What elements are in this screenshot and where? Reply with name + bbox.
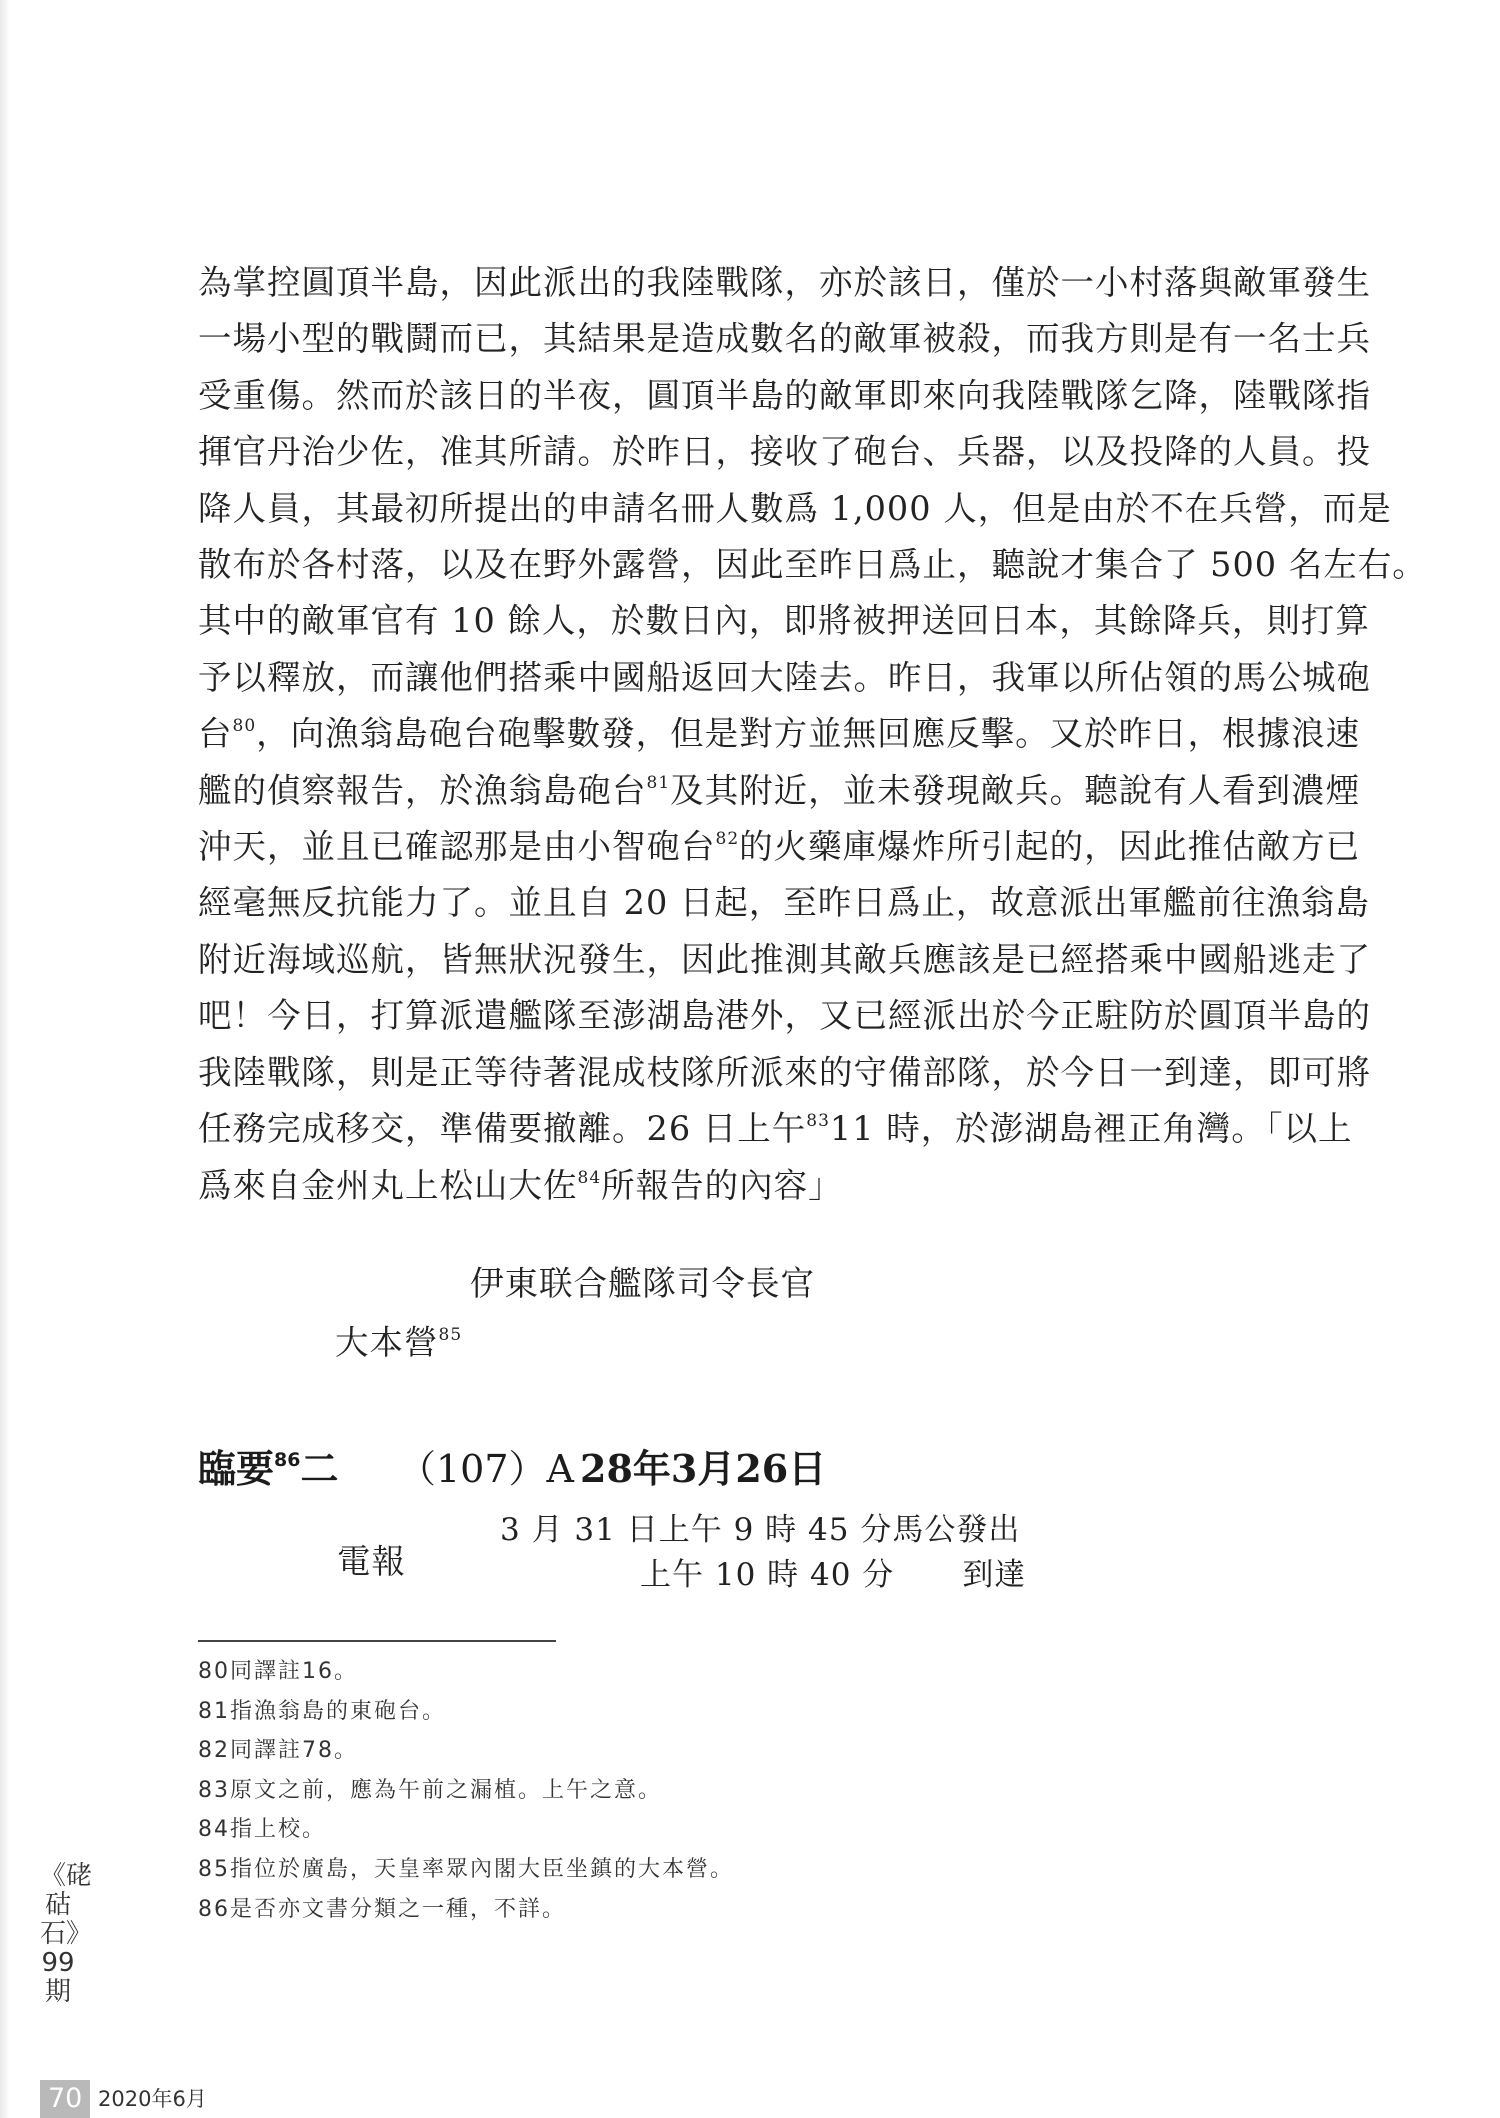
footnote-ref-82: 82 — [715, 829, 740, 850]
footnote-item: 83原文之前，應為午前之漏植。上午之意。 — [198, 1777, 662, 1803]
footnote-item: 84指上校。 — [198, 1817, 326, 1843]
body-line-text: 散布於各村落，以及在野外露營，因此至昨日爲止，聽說才集合了 500 名左右。 — [198, 545, 1427, 585]
body-line — [198, 819, 1361, 875]
received-label: 到達 — [962, 1557, 1027, 1593]
received-time: 上午 10 時 40 分 — [640, 1557, 895, 1593]
body-line-text: 一場小型的戰鬪而已，其結果是造成數名的敵軍被殺，而我方則是有一名士兵 — [198, 319, 1371, 359]
footnotes — [198, 1652, 734, 1929]
body-line-text: 任務完成移交，準備要撤離。26 日上午 — [198, 1109, 807, 1149]
body-line — [198, 255, 1371, 311]
telegram-sent: 3 月 31 日上午 9 時 45 分馬公發出 — [500, 1512, 1021, 1548]
body-line — [198, 1045, 1371, 1101]
body-line-text: 經毫無反抗能力了。並且自 20 日起，至昨日爲止，故意派出軍艦前往漁翁島 — [198, 883, 1370, 923]
body-line — [198, 1158, 1328, 1214]
body-line — [198, 1101, 1353, 1157]
body-line — [198, 875, 1370, 931]
signature-recipient — [335, 1315, 462, 1364]
footnote-item: 85指位於廣島，天皇率眾內閣大臣坐鎮的大本營。 — [198, 1856, 734, 1882]
footnote-ref-84: 84 — [577, 1167, 602, 1188]
body-line-text: 吧！今日，打算派遣艦隊至澎湖島港外，又已經派出於今正駐防於圓頂半島的 — [198, 996, 1371, 1036]
section-label-suffix: 二 — [300, 1447, 339, 1491]
page-edge-shadow — [0, 0, 10, 2118]
body-line-text-after: 的火藥庫爆炸所引起的，因此推估敵方已 — [739, 827, 1361, 867]
section-label: 臨要 — [198, 1447, 275, 1491]
body-line-text: 我陸戰隊，則是正等待著混成枝隊所派來的守備部隊，於今日一到達，即可將 — [198, 1052, 1371, 1092]
body-line-text: 沖天，並且已確認那是由小智砲台 — [198, 827, 716, 867]
body-line-text: 予以釋放，而讓他們搭乘中國船返回大陸去。昨日，我軍以所佔領的馬公城砲 — [198, 657, 1371, 697]
page-number: 70 — [40, 2080, 90, 2118]
body-line — [198, 311, 1371, 367]
body-line-text: 降人員，其最初所提出的申請名冊人數爲 1,000 人，但是由於不在兵營，而是 — [198, 488, 1392, 528]
body-line-text: 附近海域巡航，皆無狀況發生，因此推測其敵兵應該是已經搭乘中國船逃走了 — [198, 939, 1371, 979]
page-footer — [40, 2080, 210, 2118]
body-line — [198, 763, 1361, 819]
body-line-text-after: 所報告的內容」 — [601, 1165, 843, 1205]
section-date: 28年3月26日 — [580, 1446, 827, 1491]
signature-sender: 伊東联合艦隊司令長官 — [470, 1264, 815, 1303]
body-line-text: 其中的敵軍官有 10 餘人，於數日內，即將被押送回日本，其餘降兵，則打算 — [198, 601, 1370, 641]
footnote-ref-81: 81 — [646, 772, 671, 793]
body-line-text-after: 11 時，於澎湖島裡正角灣。「以上 — [829, 1109, 1353, 1149]
footnote-ref-80: 80 — [232, 716, 257, 737]
body-line-text: 爲來自金州丸上松山大佐 — [198, 1165, 578, 1205]
footnote-item: 80同譯註16。 — [198, 1659, 358, 1684]
telegram-times — [500, 1508, 1026, 1598]
body-line-text-after: 及其附近，並未發現敵兵。聽說有人看到濃煙 — [670, 770, 1361, 810]
recipient-text: 大本營 — [335, 1323, 439, 1362]
body-line — [198, 537, 1427, 593]
footnote-item: 86是否亦文書分類之一種，不詳。 — [198, 1896, 566, 1922]
journal-title-vertical: 《硓𥑮石》99期 — [40, 1861, 93, 2007]
body-line-text: 為掌控圓頂半島，因此派出的我陸戰隊，亦於該日，僅於一小村落與敵軍發生 — [198, 263, 1371, 302]
footnote-ref-85: 85 — [438, 1325, 463, 1345]
issue-date: 2020年6月 — [98, 2087, 207, 2111]
footnote-ref-86: 86 — [274, 1449, 301, 1471]
body-line-text: 台 — [198, 714, 233, 754]
body-text — [198, 255, 1427, 1214]
section-heading — [198, 1438, 827, 1493]
body-line-text-after: ，向漁翁島砲台砲擊數發，但是對方並無回應反擊。又於昨日，根據浪速 — [256, 714, 1361, 754]
body-line-text: 受重傷。然而於該日的半夜，圓頂半島的敵軍即來向我陸戰隊乞降，陸戰隊指 — [198, 375, 1371, 415]
footnote-divider — [198, 1640, 556, 1642]
footnote-item: 82同譯註78。 — [198, 1738, 358, 1764]
body-line — [198, 424, 1371, 480]
body-line-text: 揮官丹治少佐，准其所請。於昨日，接收了砲台、兵器，以及投降的人員。投 — [198, 432, 1371, 472]
footnote-ref-83: 83 — [806, 1111, 830, 1132]
telegram-label: 電報 — [337, 1542, 406, 1581]
footnote-item: 81指漁翁島的東砲台。 — [198, 1698, 446, 1724]
body-line — [198, 368, 1371, 424]
body-line — [198, 932, 1371, 988]
body-line — [198, 481, 1392, 537]
body-line-text: 艦的偵察報告，於漁翁島砲台 — [198, 770, 647, 810]
body-line — [198, 593, 1370, 649]
body-line — [198, 706, 1361, 762]
telegram-received — [500, 1553, 1026, 1598]
body-line — [198, 650, 1371, 706]
body-line — [198, 988, 1371, 1044]
section-ref-code: （107）A — [398, 1447, 574, 1491]
